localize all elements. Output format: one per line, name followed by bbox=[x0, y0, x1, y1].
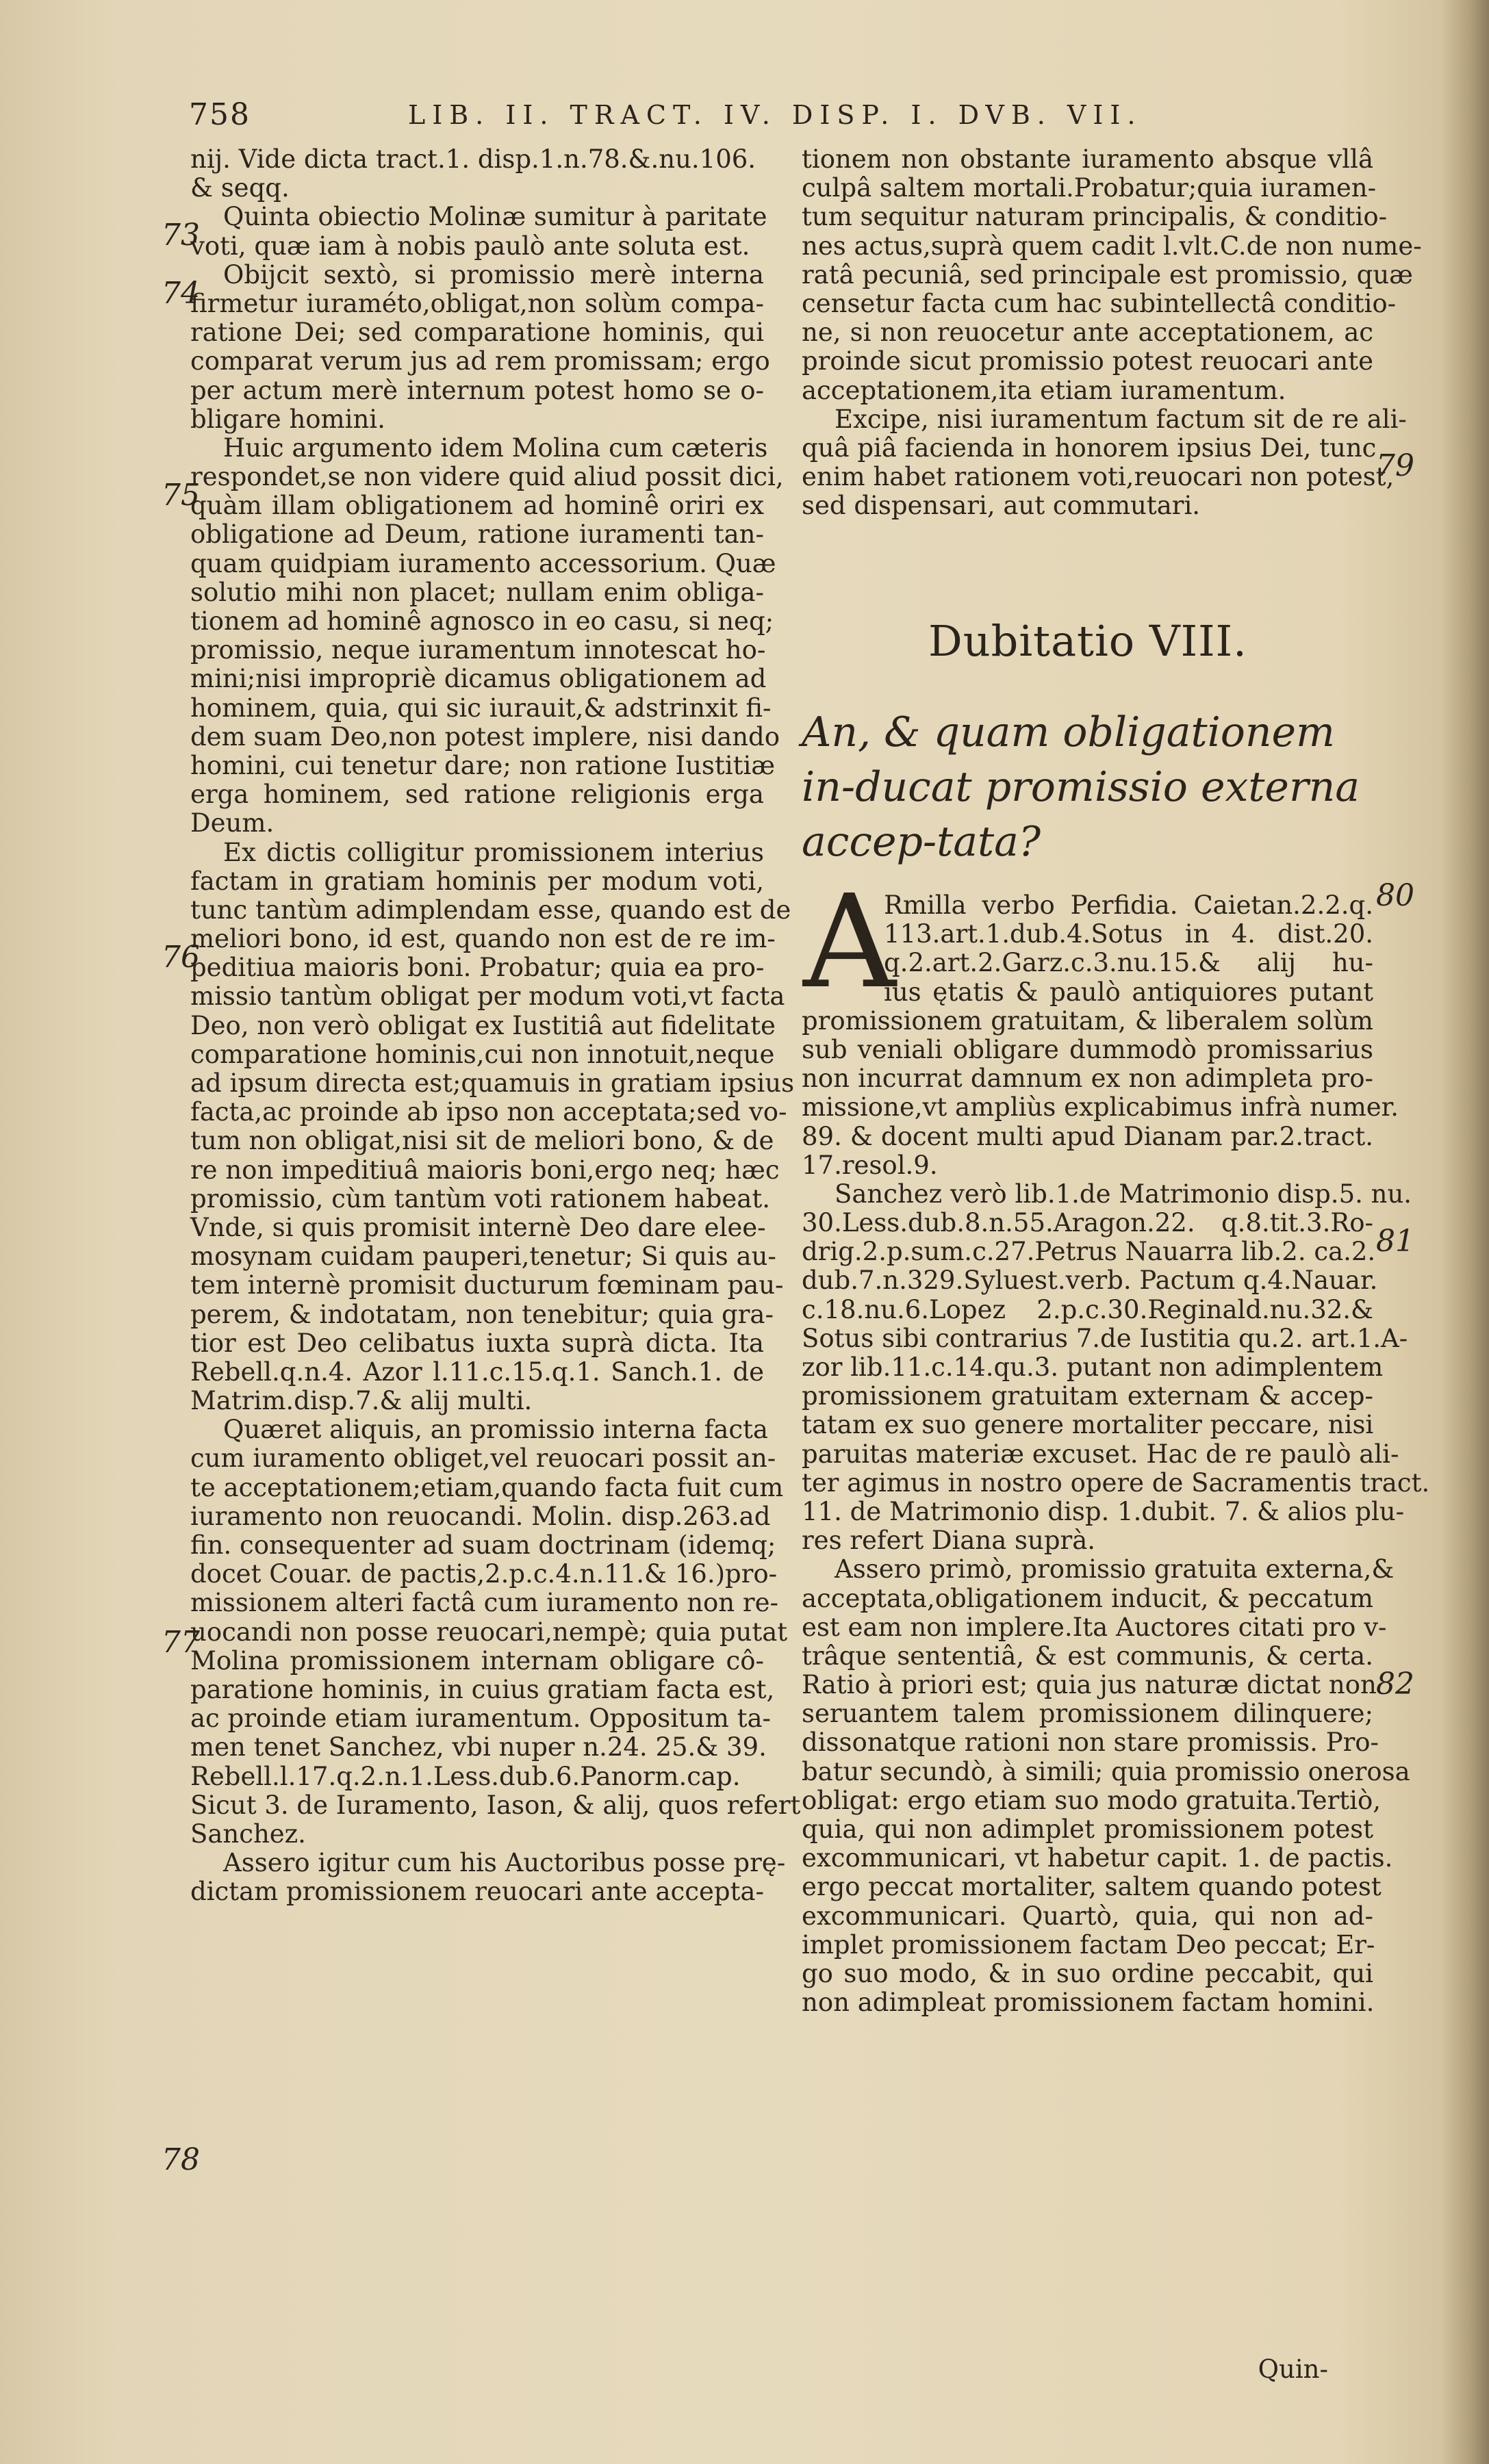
text-line: seruantem talem promissionem dilinquere; bbox=[802, 1699, 1373, 1729]
text-line: paratione hominis, in cuius gratiam facta est, bbox=[190, 1674, 775, 1704]
text-line: ne, si non reuocetur ante acceptationem, ac bbox=[802, 318, 1373, 348]
text-line: Excipe, nisi iuramentum factum sit de re ali- bbox=[835, 404, 1407, 434]
text-line: tum sequitur naturam principalis, & conditio- bbox=[802, 202, 1388, 232]
text-line: ac proinde etiam iuramentum. Oppositum ta- bbox=[190, 1704, 772, 1734]
text-line: paruitas materiæ excuset. Hac de re paulò ali- bbox=[802, 1439, 1399, 1469]
running-header bbox=[189, 97, 1216, 138]
margin-number: 73 bbox=[162, 218, 200, 253]
text-line: nes actus,suprà quem cadit l.vlt.C.de non nume- bbox=[802, 231, 1422, 261]
text-line: Sicut 3. de Iuramento, Iason, & alij, quos refert bbox=[190, 1790, 801, 1820]
text-line: per actum merè internum potest homo se o- bbox=[190, 375, 764, 405]
text-line: acceptationem,ita etiam iuramentum. bbox=[802, 375, 1286, 405]
text-line: excommunicari. Quartò, quia, qui non ad- bbox=[802, 1901, 1373, 1931]
text-line: nij. Vide dicta tract.1. disp.1.n.78.&.nu.106. bbox=[190, 144, 756, 174]
drop-capital: A bbox=[803, 867, 896, 1017]
text-line: men tenet Sanchez, vbi nuper n.24. 25.& 39. bbox=[190, 1732, 767, 1762]
text-line: quam quidpiam iuramento accessorium. Quæ bbox=[190, 548, 776, 578]
text-line: Sotus sibi contrarius 7.de Iustitia qu.2. art.1.A- bbox=[802, 1323, 1408, 1353]
text-line: tior est Deo celibatus iuxta suprà dicta. Ita bbox=[190, 1328, 764, 1358]
text-line: Deo, non verò obligat ex Iustitiâ aut fidelitate bbox=[190, 1010, 776, 1040]
margin-number: 74 bbox=[162, 276, 200, 311]
text-line: Rebell.l.17.q.2.n.1.Less.dub.6.Panorm.cap. bbox=[190, 1761, 741, 1791]
text-line: dem suam Deo,non potest implere, nisi dando bbox=[190, 721, 780, 752]
margin-number: 80 bbox=[1376, 878, 1414, 913]
text-line: facta,ac proinde ab ipso non acceptata;sed vo- bbox=[190, 1097, 787, 1127]
text-line: erga hominem, sed ratione religionis erga bbox=[190, 780, 764, 810]
text-line: Sanchez verò lib.1.de Matrimonio disp.5. nu. bbox=[835, 1179, 1412, 1209]
text-line: drig.2.p.sum.c.27.Petrus Nauarra lib.2. ca.2. bbox=[802, 1237, 1376, 1267]
text-line: tionem ad hominê agnosco in eo casu, si neq; bbox=[190, 606, 774, 636]
text-line: missio tantùm obligat per modum voti,vt facta bbox=[190, 981, 785, 1012]
text-line: te acceptationem;etiam,quando facta fuit cum bbox=[190, 1472, 784, 1502]
text-line: non adimpleat promissionem factam homini. bbox=[802, 1988, 1375, 2018]
text-line: tatam ex suo genere mortaliter peccare, nisi bbox=[802, 1410, 1374, 1440]
text-line: censetur facta cum hac subintellectâ conditio- bbox=[802, 288, 1397, 318]
text-line: solutio mihi non placet; nullam enim obliga- bbox=[190, 577, 764, 607]
text-line: dub.7.n.329.Syluest.verb. Pactum q.4.Nauar. bbox=[802, 1266, 1378, 1296]
subtitle-text: An, & quam obligationem in-ducat promissio externa accep-tata? bbox=[802, 708, 1360, 866]
page-gutter-shadow bbox=[1441, 0, 1489, 2464]
text-line: peditiua maioris boni. Probatur; quia ea pro- bbox=[190, 953, 765, 983]
text-line: Obijcit sextò, si promissio merè interna bbox=[223, 259, 764, 290]
text-line: res refert Diana suprà. bbox=[802, 1526, 1096, 1556]
text-line: promissio, cùm tantùm voti rationem habeat. bbox=[190, 1183, 770, 1214]
text-line: quia, qui non adimplet promissionem potest bbox=[802, 1814, 1373, 1844]
text-line: 89. & docent multi apud Dianam par.2.tract. bbox=[802, 1121, 1373, 1151]
text-line: promissio, neque iuramentum innotescat ho- bbox=[190, 635, 766, 665]
text-line: fin. consequenter ad suam doctrinam (idemq; bbox=[190, 1530, 776, 1560]
text-line: comparat verum jus ad rem promissam; ergo bbox=[190, 346, 770, 376]
text-line: mosynam cuidam pauperi,tenetur; Si quis au- bbox=[190, 1242, 776, 1272]
text-line: factam in gratiam hominis per modum voti, bbox=[190, 866, 764, 896]
margin-number: 81 bbox=[1376, 1224, 1414, 1259]
text-line: tunc tantùm adimplendam esse, quando est de bbox=[190, 895, 791, 925]
text-line: enim habet rationem voti,reuocari non potest, bbox=[802, 462, 1395, 492]
margin-number: 77 bbox=[162, 1625, 200, 1660]
text-line: missione,vt ampliùs explicabimus infrà numer. bbox=[802, 1092, 1399, 1122]
text-line: homini, cui tenetur dare; non ratione Iustitiæ bbox=[190, 750, 776, 780]
margin-number: 79 bbox=[1376, 448, 1414, 483]
running-title: LIB. II. TRACT. IV. DISP. I. DVB. VII. bbox=[408, 100, 1143, 130]
text-line: non incurrat damnum ex non adimpleta pro- bbox=[802, 1064, 1373, 1094]
text-line: Matrim.disp.7.& alij multi. bbox=[190, 1386, 533, 1416]
text-line: comparatione hominis,cui non innotuit,neque bbox=[190, 1039, 775, 1069]
text-line: Vnde, si quis promisit internè Deo dare elee- bbox=[190, 1212, 766, 1242]
text-line: culpâ saltem mortali.Probatur;quia iuramen- bbox=[802, 173, 1377, 203]
text-line: obligat: ergo etiam suo modo gratuita.Tertiò, bbox=[802, 1785, 1381, 1815]
text-line: c.18.nu.6.Lopez 2.p.c.30.Reginald.nu.32.& bbox=[802, 1294, 1373, 1324]
text-line: firmetur iuraméto,obligat,non solùm compa- bbox=[190, 288, 764, 318]
text-line: perem, & indotatam, non tenebitur; quia gra- bbox=[190, 1299, 774, 1329]
text-line: Rmilla verbo Perfidia. Caietan.2.2.q. bbox=[884, 890, 1373, 920]
text-line: excommunicari, vt habetur capit. 1. de pactis. bbox=[802, 1843, 1393, 1873]
text-line: ius ętatis & paulò antiquiores putant bbox=[884, 977, 1373, 1007]
text-line: promissionem gratuitam, & liberalem solùm bbox=[802, 1005, 1373, 1036]
text-line: iuramento non reuocandi. Molin. disp.263.ad bbox=[190, 1501, 771, 1531]
text-line: Sanchez. bbox=[190, 1819, 306, 1849]
text-line: ad ipsum directa est;quamuis in gratiam ipsius bbox=[190, 1068, 795, 1098]
text-line: go suo modo, & in suo ordine peccabit, qui bbox=[802, 1958, 1373, 1988]
page-number: 758 bbox=[189, 97, 251, 132]
text-line: & seqq. bbox=[190, 173, 290, 203]
left-column bbox=[190, 144, 801, 1907]
text-line: 30.Less.dub.8.n.55.Aragon.22. q.8.tit.3.Ro- bbox=[802, 1208, 1373, 1238]
text-line: missionem alteri factâ cum iuramento non re- bbox=[190, 1588, 778, 1618]
text-line: Huic argumento idem Molina cum cæteris bbox=[223, 433, 768, 463]
text-line: hominem, quia, qui sic iurauit,& adstrinxit fi- bbox=[190, 693, 772, 723]
text-line: Molina promissionem internam obligare cô- bbox=[190, 1645, 764, 1676]
text-line: Ex dictis colligitur promissionem interius bbox=[223, 837, 764, 867]
text-line: ergo peccat mortaliter, saltem quando potest bbox=[802, 1872, 1382, 1902]
text-line: trâque sententiâ, & est communis, & certa. bbox=[802, 1641, 1373, 1671]
text-line: ratâ pecuniâ, sed principale est promissio, quæ bbox=[802, 259, 1413, 290]
text-line: batur secundò, à simili; quia promissio onerosa bbox=[802, 1756, 1410, 1786]
text-line: Ratio à priori est; quia jus naturæ dictat non bbox=[802, 1670, 1377, 1700]
text-line: tem internè promisit ducturum fœminam pau- bbox=[190, 1270, 784, 1300]
text-line: voti, quæ iam à nobis paulò ante soluta est. bbox=[190, 231, 750, 261]
text-line: quâ piâ facienda in honorem ipsius Dei, tunc bbox=[802, 433, 1377, 463]
text-line: proinde sicut promissio potest reuocari ante bbox=[802, 346, 1373, 376]
text-line: q.2.art.2.Garz.c.3.nu.15.& alij hu- bbox=[884, 948, 1373, 978]
section-subtitle bbox=[802, 705, 1390, 869]
text-line: mini;nisi impropriè dicamus obligationem ad bbox=[190, 664, 767, 694]
text-line: dictam promissionem reuocari ante accepta- bbox=[190, 1877, 764, 1907]
text-line: est eam non implere.Ita Auctores citati pro v- bbox=[802, 1612, 1387, 1642]
text-line: Assero igitur cum his Auctoribus posse prę- bbox=[223, 1848, 786, 1878]
margin-number: 76 bbox=[162, 940, 200, 975]
text-line: Rebell.q.n.4. Azor l.11.c.15.q.1. Sanch.1. de bbox=[190, 1357, 764, 1387]
text-line: sed dispensari, aut commutari. bbox=[802, 491, 1201, 521]
text-line: Quæret aliquis, an promissio interna facta bbox=[223, 1415, 768, 1445]
text-line: implet promissionem factam Deo peccat; Er- bbox=[802, 1929, 1375, 1960]
text-line: ratione Dei; sed comparatione hominis, qui bbox=[190, 318, 764, 348]
text-line: respondet,se non videre quid aliud possit dici, bbox=[190, 462, 784, 492]
text-line: meliori bono, id est, quando non est de re im- bbox=[190, 924, 776, 954]
text-line: re non impeditiuâ maioris boni,ergo neq; hæc bbox=[190, 1155, 780, 1185]
margin-number: 75 bbox=[162, 478, 200, 513]
text-line: Assero primò, promissio gratuita externa,& bbox=[835, 1554, 1395, 1584]
text-line: Quinta obiectio Molinæ sumitur à paritate bbox=[223, 202, 767, 232]
text-line: tum non obligat,nisi sit de meliori bono, & de bbox=[190, 1126, 774, 1156]
text-line: uocandi non posse reuocari,nempè; quia putat bbox=[190, 1617, 788, 1647]
text-line: 17.resol.9. bbox=[802, 1150, 938, 1180]
text-line: quàm illam obligationem ad hominê oriri ex bbox=[190, 491, 764, 521]
text-line: tionem non obstante iuramento absque vllâ bbox=[802, 144, 1373, 174]
text-line: promissionem gratuitam externam & accep- bbox=[802, 1381, 1373, 1411]
margin-number: 78 bbox=[162, 2142, 200, 2177]
text-line: bligare homini. bbox=[190, 404, 385, 434]
catchword: Quin- bbox=[1258, 2354, 1328, 2384]
text-line: 113.art.1.dub.4.Sotus in 4. dist.20. bbox=[884, 919, 1373, 949]
section-heading: Dubitatio VIII. bbox=[928, 616, 1247, 666]
text-line: docet Couar. de pactis,2.p.c.4.n.11.& 16.)pro- bbox=[190, 1559, 778, 1589]
text-line: Deum. bbox=[190, 808, 275, 838]
text-line: obligatione ad Deum, ratione iuramenti tan- bbox=[190, 519, 764, 550]
text-line: acceptata,obligationem inducit, & peccatum bbox=[802, 1583, 1373, 1613]
text-line: ter agimus in nostro opere de Sacramentis tract. bbox=[802, 1467, 1430, 1498]
text-line: dissonatque rationi non stare promissis. Pro- bbox=[802, 1728, 1379, 1758]
text-line: zor lib.11.c.14.qu.3. putant non adimplentem bbox=[802, 1352, 1384, 1382]
text-line: 11. de Matrimonio disp. 1.dubit. 7. & alios plu- bbox=[802, 1496, 1405, 1526]
text-line: cum iuramento obliget,vel reuocari possit an- bbox=[190, 1443, 776, 1474]
margin-number: 82 bbox=[1376, 1667, 1414, 1702]
text-line: sub veniali obligare dummodò promissarius bbox=[802, 1034, 1373, 1064]
